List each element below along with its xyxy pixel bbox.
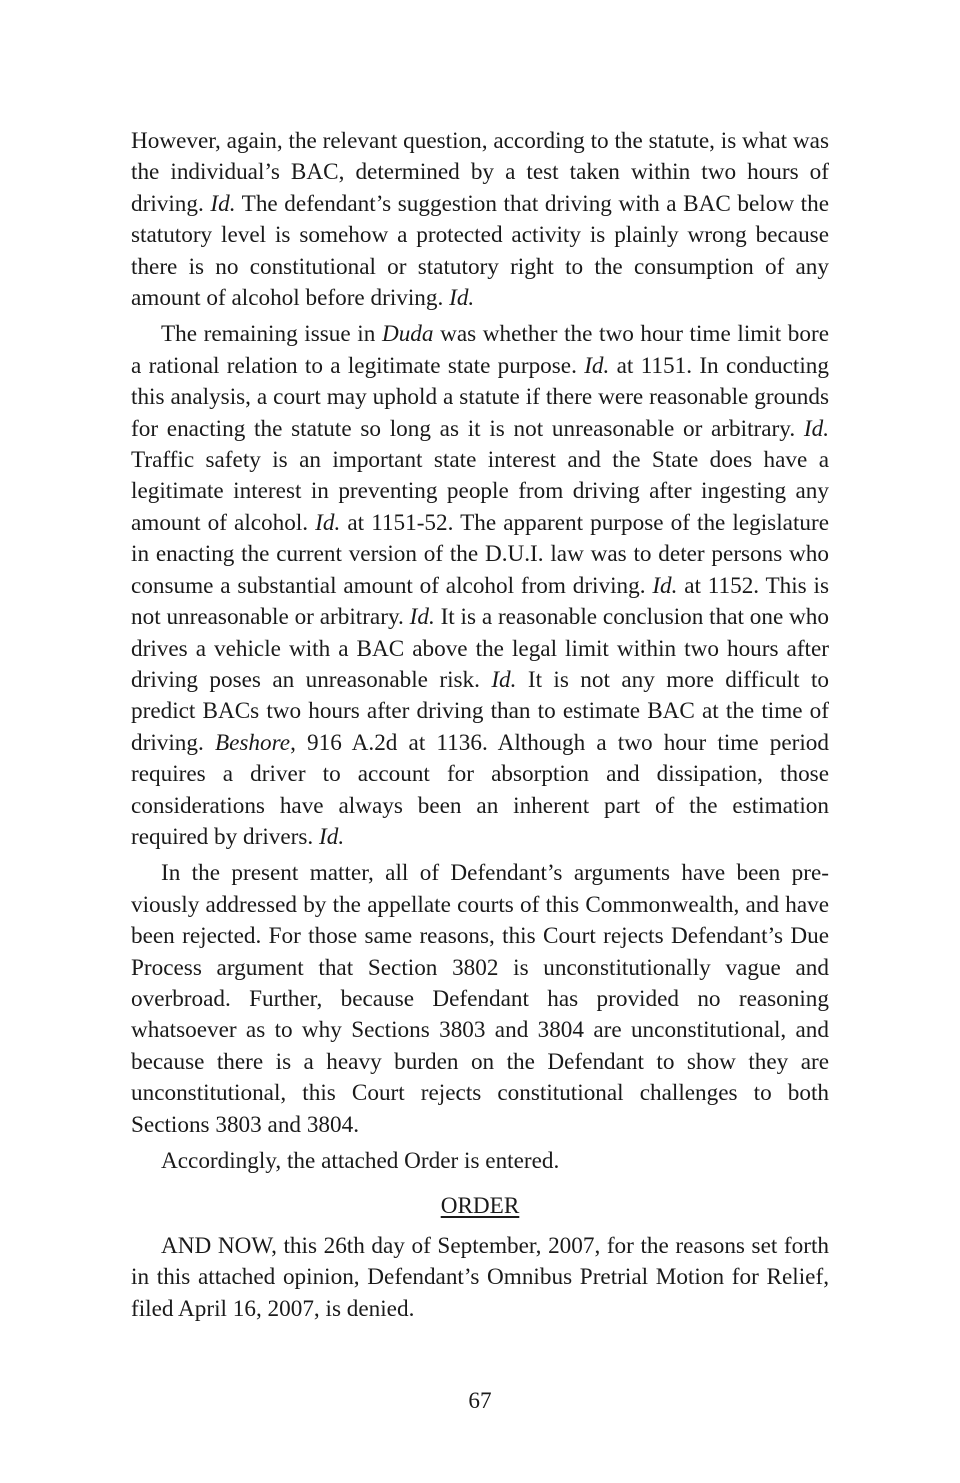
paragraph-bac-question	[131, 126, 829, 314]
body-text-run: Traffic safety is an important state interest and the State does have a legitimate interest in preventing people from driving after ingesting any amount of alcohol.	[131, 447, 829, 536]
body-text-run: It is not any more difficult to predict BACs two hours after driving than to estimate BAC at the time of driving.	[131, 666, 829, 756]
citation-italic-text: Id.	[409, 604, 435, 631]
body-text-run: , 916 A.2d at 1136. Although a two hour time period requires a driver to account for absorption and dissipation, those considerations have always been an inherent part of the estimation required by drivers.	[131, 729, 829, 850]
opinion-body	[131, 126, 829, 1177]
citation-italic-text: Id.	[319, 823, 345, 850]
paragraph-duda-analysis	[131, 319, 829, 853]
body-text-run: The defendant’s suggestion that driving with a BAC below the statutory level is somehow a protected activity is plainly wrong because there is no constitutional or statutory right to the consumption of any amount of alcohol before driving.	[131, 190, 830, 312]
body-text-run: Accordingly, the attached Order is entered.	[161, 1148, 560, 1174]
paragraph-present-matter	[131, 858, 829, 1141]
citation-italic-text: Id.	[584, 352, 610, 379]
body-text-run: In the present matter, all of Defendant’s arguments have been previously addressed by the appellate courts of this Commonwealth, and have been rejected. For those same reasons, this Court rejects Defendant’s Due Process argument that Section 3802 is unconstitutionally vague and overbroad. Further, because Defendant has provided no reasoning whatsoever as to why Sections 3803 and 3804 are unconstitutional, and because there is a heavy burden on the Defendant to show they are unconstitutional, this Court rejects constitutional challenges to both Sections 3803 and 3804.	[131, 860, 829, 1138]
body-text-run: It is a reasonable conclusion that one who drives a vehicle with a BAC above the legal limit within two hours after driving poses an unreasonable risk.	[131, 604, 829, 693]
citation-italic-text: Id.	[803, 415, 829, 442]
body-text-run: at 1151. In conducting this analysis, a court may uphold a statute if there were reasonable grounds for enacting the statute so long as it is not unreasonable or arbitrary.	[131, 352, 829, 442]
document-page	[131, 126, 829, 1325]
citation-italic-text: Id.	[315, 509, 341, 536]
paragraph-accordingly	[131, 1146, 829, 1177]
citation-italic-text: Beshore	[214, 729, 291, 756]
citation-italic-text: Id.	[652, 572, 678, 599]
body-text-run: AND NOW, this 26th day of September, 2007, for the reasons set forth in this attached opinion, Defendant’s Omnibus Pretrial Motion for Relief, filed April 16, 2007, is denied.	[131, 1232, 829, 1322]
paragraph-order-text	[131, 1231, 829, 1325]
citation-italic-text: Id.	[210, 190, 236, 217]
body-text-run: at 1152. This is not unreasonable or arbitrary.	[131, 572, 829, 631]
page-number: 67	[468, 1388, 492, 1414]
body-text-run: The remaining issue in	[161, 321, 382, 348]
body-text-run: was whether the two hour time limit bore a rational relation to a legitimate state purpose.	[131, 321, 830, 379]
body-text-run: However, again, the relevant question, according to the statute, is what was the individual’s BAC, determined by a test taken within two hours of driving.	[131, 128, 829, 217]
citation-italic-text: Id.	[449, 285, 475, 312]
body-text-run: at 1151-52. The apparent purpose of the legislature in enacting the current version of the D.U.I. law was to deter persons who consume a substantial amount of alcohol from driving.	[131, 509, 829, 599]
order-body	[131, 1231, 829, 1325]
citation-italic-text: Id.	[491, 666, 517, 693]
citation-italic-text: Duda	[381, 321, 434, 348]
order-heading: ORDER	[440, 1193, 520, 1220]
